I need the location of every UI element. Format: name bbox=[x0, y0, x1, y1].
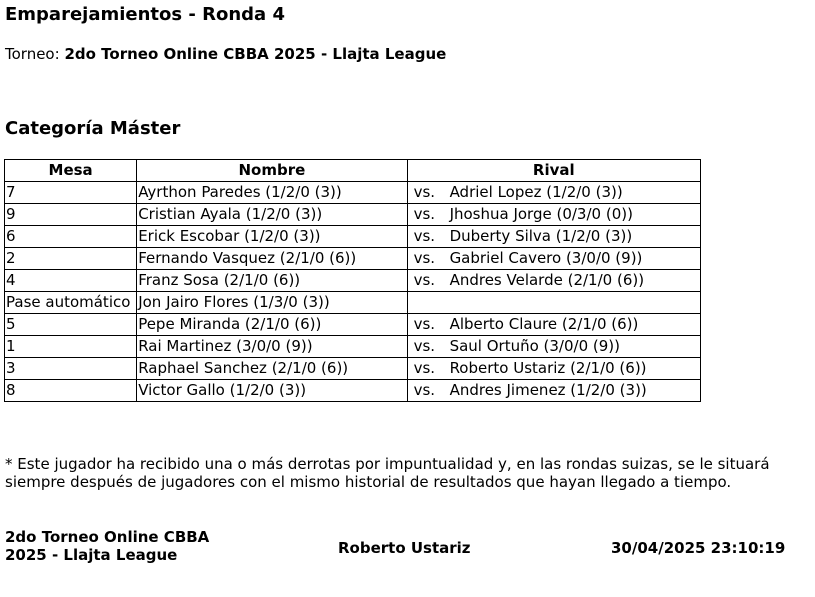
table-row bbox=[5, 204, 701, 226]
cell-nombre: Rai Martinez (3/0/0 (9)) bbox=[137, 336, 407, 358]
table-row bbox=[5, 314, 701, 336]
vs-label: vs. bbox=[413, 359, 436, 377]
cell-nombre: Cristian Ayala (1/2/0 (3)) bbox=[137, 204, 407, 226]
cell-mesa: 7 bbox=[5, 182, 137, 204]
cell-nombre: Franz Sosa (2/1/0 (6)) bbox=[137, 270, 407, 292]
vs-label: vs. bbox=[413, 205, 436, 223]
rival-name: Duberty Silva (1/2/0 (3)) bbox=[449, 227, 633, 245]
cell-rival bbox=[407, 292, 700, 314]
cell-rival bbox=[407, 314, 700, 336]
tournament-label: Torneo: bbox=[5, 45, 60, 63]
cell-nombre: Jon Jairo Flores (1/3/0 (3)) bbox=[137, 292, 407, 314]
vs-label: vs. bbox=[413, 183, 436, 201]
vs-label: vs. bbox=[413, 315, 436, 333]
cell-mesa: 4 bbox=[5, 270, 137, 292]
cell-nombre: Ayrthon Paredes (1/2/0 (3)) bbox=[137, 182, 407, 204]
cell-mesa: 5 bbox=[5, 314, 137, 336]
cell-nombre: Victor Gallo (1/2/0 (3)) bbox=[137, 380, 407, 402]
cell-nombre: Erick Escobar (1/2/0 (3)) bbox=[137, 226, 407, 248]
rival-name: Saul Ortuño (3/0/0 (9)) bbox=[449, 337, 620, 355]
vs-label: vs. bbox=[413, 227, 436, 245]
pairings-table bbox=[4, 159, 701, 402]
cell-rival bbox=[407, 270, 700, 292]
table-row bbox=[5, 292, 701, 314]
cell-rival bbox=[407, 358, 700, 380]
tournament-name: 2do Torneo Online CBBA 2025 - Llajta League bbox=[64, 45, 447, 63]
vs-label: vs. bbox=[413, 337, 436, 355]
cell-mesa: Pase automático bbox=[5, 292, 137, 314]
rival-name: Adriel Lopez (1/2/0 (3)) bbox=[449, 183, 623, 201]
vs-label: vs. bbox=[413, 271, 436, 289]
table-row bbox=[5, 336, 701, 358]
cell-rival bbox=[407, 182, 700, 204]
table-row bbox=[5, 358, 701, 380]
rival-name: Alberto Claure (2/1/0 (6)) bbox=[449, 315, 639, 333]
header-nombre: Nombre bbox=[137, 160, 407, 182]
category-heading: Categoría Máster bbox=[5, 118, 181, 139]
footer-datetime: 30/04/2025 23:10:19 bbox=[611, 539, 786, 557]
cell-mesa: 8 bbox=[5, 380, 137, 402]
table-row bbox=[5, 270, 701, 292]
cell-mesa: 6 bbox=[5, 226, 137, 248]
rival-name: Roberto Ustariz (2/1/0 (6)) bbox=[449, 359, 647, 377]
header-rival: Rival bbox=[407, 160, 700, 182]
cell-nombre: Pepe Miranda (2/1/0 (6)) bbox=[137, 314, 407, 336]
cell-rival bbox=[407, 204, 700, 226]
header-mesa: Mesa bbox=[5, 160, 137, 182]
page-title: Emparejamientos - Ronda 4 bbox=[5, 4, 285, 25]
cell-rival bbox=[407, 226, 700, 248]
table-row bbox=[5, 226, 701, 248]
rival-name: Andres Jimenez (1/2/0 (3)) bbox=[449, 381, 647, 399]
table-row bbox=[5, 248, 701, 270]
tournament-line bbox=[5, 45, 446, 63]
vs-label: vs. bbox=[413, 381, 436, 399]
footer-tournament bbox=[5, 528, 209, 564]
table-header-row bbox=[5, 160, 701, 182]
cell-nombre: Raphael Sanchez (2/1/0 (6)) bbox=[137, 358, 407, 380]
cell-nombre: Fernando Vasquez (2/1/0 (6)) bbox=[137, 248, 407, 270]
rival-name: Andres Velarde (2/1/0 (6)) bbox=[449, 271, 645, 289]
rival-name: Gabriel Cavero (3/0/0 (9)) bbox=[449, 249, 643, 267]
cell-mesa: 1 bbox=[5, 336, 137, 358]
cell-mesa: 3 bbox=[5, 358, 137, 380]
footnote: * Este jugador ha recibido una o más derrotas por impuntualidad y, en las rondas suizas, se le situará siempre después de jugadores con el mismo historial de resultados que hayan llegado a tiempo. bbox=[5, 455, 770, 491]
cell-mesa: 9 bbox=[5, 204, 137, 226]
table-row bbox=[5, 182, 701, 204]
table-row bbox=[5, 380, 701, 402]
footer-tournament-line1: 2do Torneo Online CBBA bbox=[5, 528, 210, 546]
footer-tournament-line2: 2025 - Llajta League bbox=[5, 546, 178, 564]
cell-rival bbox=[407, 380, 700, 402]
cell-rival bbox=[407, 248, 700, 270]
rival-name: Jhoshua Jorge (0/3/0 (0)) bbox=[449, 205, 633, 223]
cell-mesa: 2 bbox=[5, 248, 137, 270]
vs-label: vs. bbox=[413, 249, 436, 267]
footer-author: Roberto Ustariz bbox=[338, 539, 471, 557]
cell-rival bbox=[407, 336, 700, 358]
